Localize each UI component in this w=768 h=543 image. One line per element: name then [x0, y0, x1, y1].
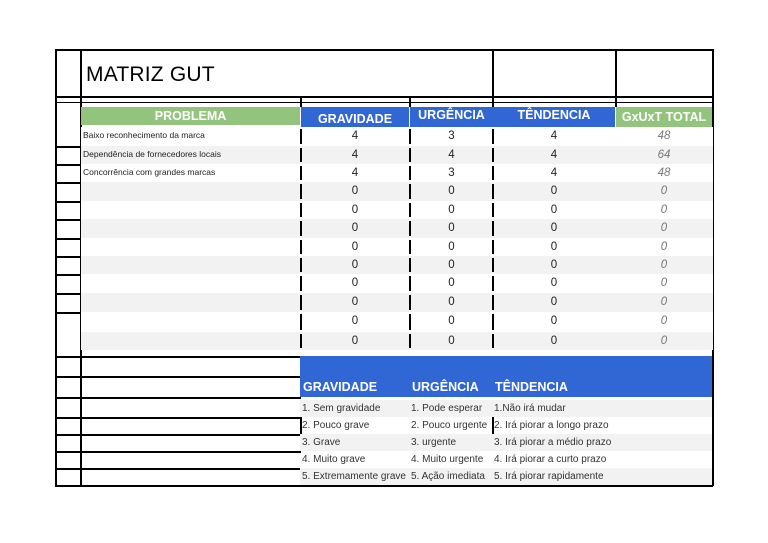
- grid-line: [492, 166, 494, 180]
- tendencia-cell: 0: [550, 315, 558, 327]
- tendencia-cell: 4: [550, 149, 558, 161]
- legend-tendencia-item: 3. Irá piorar a médio prazo: [494, 437, 612, 448]
- header-tendencia: TÊNDENCIA: [493, 107, 615, 127]
- tendencia-cell: 0: [550, 335, 558, 347]
- grid-line: [492, 203, 494, 217]
- grid-line: [55, 312, 81, 314]
- grid-line: [55, 219, 81, 221]
- grid-line: [55, 376, 301, 378]
- urgencia-cell: 0: [448, 296, 455, 308]
- legend-gravidade-item: 2. Pouco grave: [302, 420, 370, 431]
- gravidade-cell: 0: [351, 296, 359, 308]
- gravidade-cell: 4: [351, 130, 359, 142]
- gravidade-cell: 4: [351, 167, 359, 179]
- page-title: MATRIZ GUT: [86, 63, 215, 86]
- legend-header-urgencia: URGÊNCIA: [412, 380, 479, 394]
- legend-urgencia-item: 2. Pouco urgente: [411, 420, 488, 431]
- problem-cell: Concorrência com grandes marcas: [83, 167, 216, 177]
- header-urgencia: URGÊNCIA: [410, 107, 493, 127]
- legend-header-tendencia: TÊNDENCIA: [495, 380, 568, 394]
- legend-tendencia-item: 5. Irá piorar rapidamente: [494, 471, 604, 482]
- urgencia-cell: 0: [448, 222, 455, 234]
- grid-line: [55, 238, 81, 240]
- legend-urgencia-item: 5. Ação imediata: [411, 471, 485, 482]
- grid-line: [55, 417, 301, 419]
- total-cell: 0: [660, 222, 668, 234]
- urgencia-cell: 0: [448, 277, 455, 289]
- grid-line: [409, 221, 411, 236]
- gravidade-cell: 0: [351, 315, 359, 327]
- legend-tendencia-item: 2. Irá piorar a longo prazo: [494, 420, 609, 431]
- total-cell: 64: [657, 149, 671, 161]
- total-cell: 0: [660, 185, 668, 197]
- grid-line: [300, 314, 302, 330]
- header-problema: PROBLEMA: [81, 107, 300, 125]
- grid-line: [300, 221, 302, 236]
- problem-cell: Baixo reconhecimento da marca: [83, 130, 205, 140]
- grid-line: [409, 258, 411, 272]
- grid-line: [492, 129, 494, 144]
- urgencia-cell: 3: [448, 130, 455, 142]
- grid-line: [300, 258, 302, 272]
- grid-line: [300, 295, 302, 310]
- total-cell: 48: [657, 130, 671, 142]
- grid-line: [55, 293, 81, 295]
- grid-line: [492, 276, 494, 291]
- total-cell: 0: [660, 315, 668, 327]
- urgencia-cell: 0: [448, 185, 455, 197]
- gravidade-cell: 0: [351, 222, 359, 234]
- grid-line: [492, 49, 494, 107]
- total-cell: 48: [657, 167, 671, 179]
- grid-line: [409, 314, 411, 330]
- grid-line: [55, 356, 301, 358]
- legend-gravidade-item: 4. Muito grave: [302, 454, 366, 465]
- tendencia-cell: 0: [550, 259, 558, 271]
- grid-line: [300, 129, 302, 144]
- tendencia-cell: 4: [550, 167, 558, 179]
- grid-line: [409, 276, 411, 291]
- grid-line: [492, 258, 494, 272]
- total-cell: 0: [660, 296, 668, 308]
- grid-line: [55, 164, 81, 166]
- grid-line: [300, 334, 302, 348]
- legend-tendencia-item: 1.Não irá mudar: [494, 403, 566, 414]
- grid-line: [409, 203, 411, 217]
- grid-line: [55, 468, 301, 470]
- gravidade-cell: 0: [351, 335, 359, 347]
- grid-line: [300, 148, 302, 162]
- legend-header-gravidade: GRAVIDADE: [303, 380, 378, 394]
- urgencia-cell: 0: [448, 241, 455, 253]
- grid-line: [300, 417, 302, 434]
- grid-line: [409, 295, 411, 310]
- legend-urgencia-item: 1. Pode esperar: [411, 403, 483, 414]
- urgencia-cell: 4: [448, 149, 455, 161]
- header-gravidade: GRAVIDADE: [301, 107, 409, 127]
- grid-line: [55, 451, 301, 453]
- grid-line: [300, 276, 302, 291]
- grid-line: [492, 314, 494, 330]
- legend-urgencia-item: 3. urgente: [411, 437, 457, 448]
- grid-line: [492, 148, 494, 162]
- gravidade-cell: 0: [351, 277, 359, 289]
- grid-line: [712, 417, 714, 434]
- gravidade-cell: 0: [351, 241, 359, 253]
- grid-line: [55, 397, 301, 399]
- tendencia-cell: 0: [550, 222, 558, 234]
- gravidade-cell: 0: [351, 185, 359, 197]
- grid-line: [300, 184, 302, 199]
- problem-cell: Dependência de fornecedores locais: [83, 149, 221, 159]
- grid-line: [55, 146, 81, 148]
- tendencia-cell: 4: [550, 130, 558, 142]
- grid-line: [55, 256, 81, 258]
- grid-line: [492, 240, 494, 254]
- gravidade-cell: 0: [351, 204, 359, 216]
- tendencia-cell: 0: [550, 185, 558, 197]
- grid-line: [409, 334, 411, 348]
- grid-line: [55, 182, 81, 184]
- urgencia-cell: 0: [448, 335, 455, 347]
- tendencia-cell: 0: [550, 204, 558, 216]
- grid-line: [300, 203, 302, 217]
- tendencia-cell: 0: [550, 241, 558, 253]
- legend-tendencia-item: 4. Irá piorar a curto prazo: [494, 454, 607, 465]
- grid-line: [492, 221, 494, 236]
- grid-line: [300, 166, 302, 180]
- urgencia-cell: 0: [448, 259, 455, 271]
- grid-line: [55, 485, 713, 487]
- grid-line: [492, 295, 494, 310]
- grid-line: [409, 129, 411, 144]
- grid-line: [55, 274, 81, 276]
- grid-line: [300, 240, 302, 254]
- grid-line: [492, 184, 494, 199]
- total-cell: 0: [660, 277, 668, 289]
- urgencia-cell: 0: [448, 315, 455, 327]
- total-cell: 0: [660, 204, 668, 216]
- grid-line: [492, 334, 494, 348]
- gravidade-cell: 0: [351, 259, 359, 271]
- urgencia-cell: 3: [448, 167, 455, 179]
- legend-gravidade-item: 5. Extremamente grave: [302, 471, 406, 482]
- grid-line: [55, 434, 301, 436]
- total-cell: 0: [660, 259, 668, 271]
- header-total: GxUxT TOTAL: [616, 107, 712, 127]
- legend-gravidade-item: 3. Grave: [302, 437, 341, 448]
- grid-line: [615, 49, 617, 107]
- grid-line: [409, 240, 411, 254]
- grid-line: [300, 96, 302, 107]
- total-cell: 0: [660, 241, 668, 253]
- grid-line: [409, 166, 411, 180]
- legend-gravidade-item: 1. Sem gravidade: [302, 403, 381, 414]
- legend-urgencia-item: 4. Muito urgente: [411, 454, 484, 465]
- grid-line: [409, 184, 411, 199]
- tendencia-cell: 0: [550, 296, 558, 308]
- tendencia-cell: 0: [550, 277, 558, 289]
- grid-line: [55, 49, 57, 486]
- grid-line: [55, 201, 81, 203]
- urgencia-cell: 0: [448, 204, 455, 216]
- grid-line: [409, 96, 411, 107]
- grid-line: [409, 148, 411, 162]
- grid-line: [492, 417, 494, 434]
- gravidade-cell: 4: [351, 149, 359, 161]
- total-cell: 0: [660, 335, 668, 347]
